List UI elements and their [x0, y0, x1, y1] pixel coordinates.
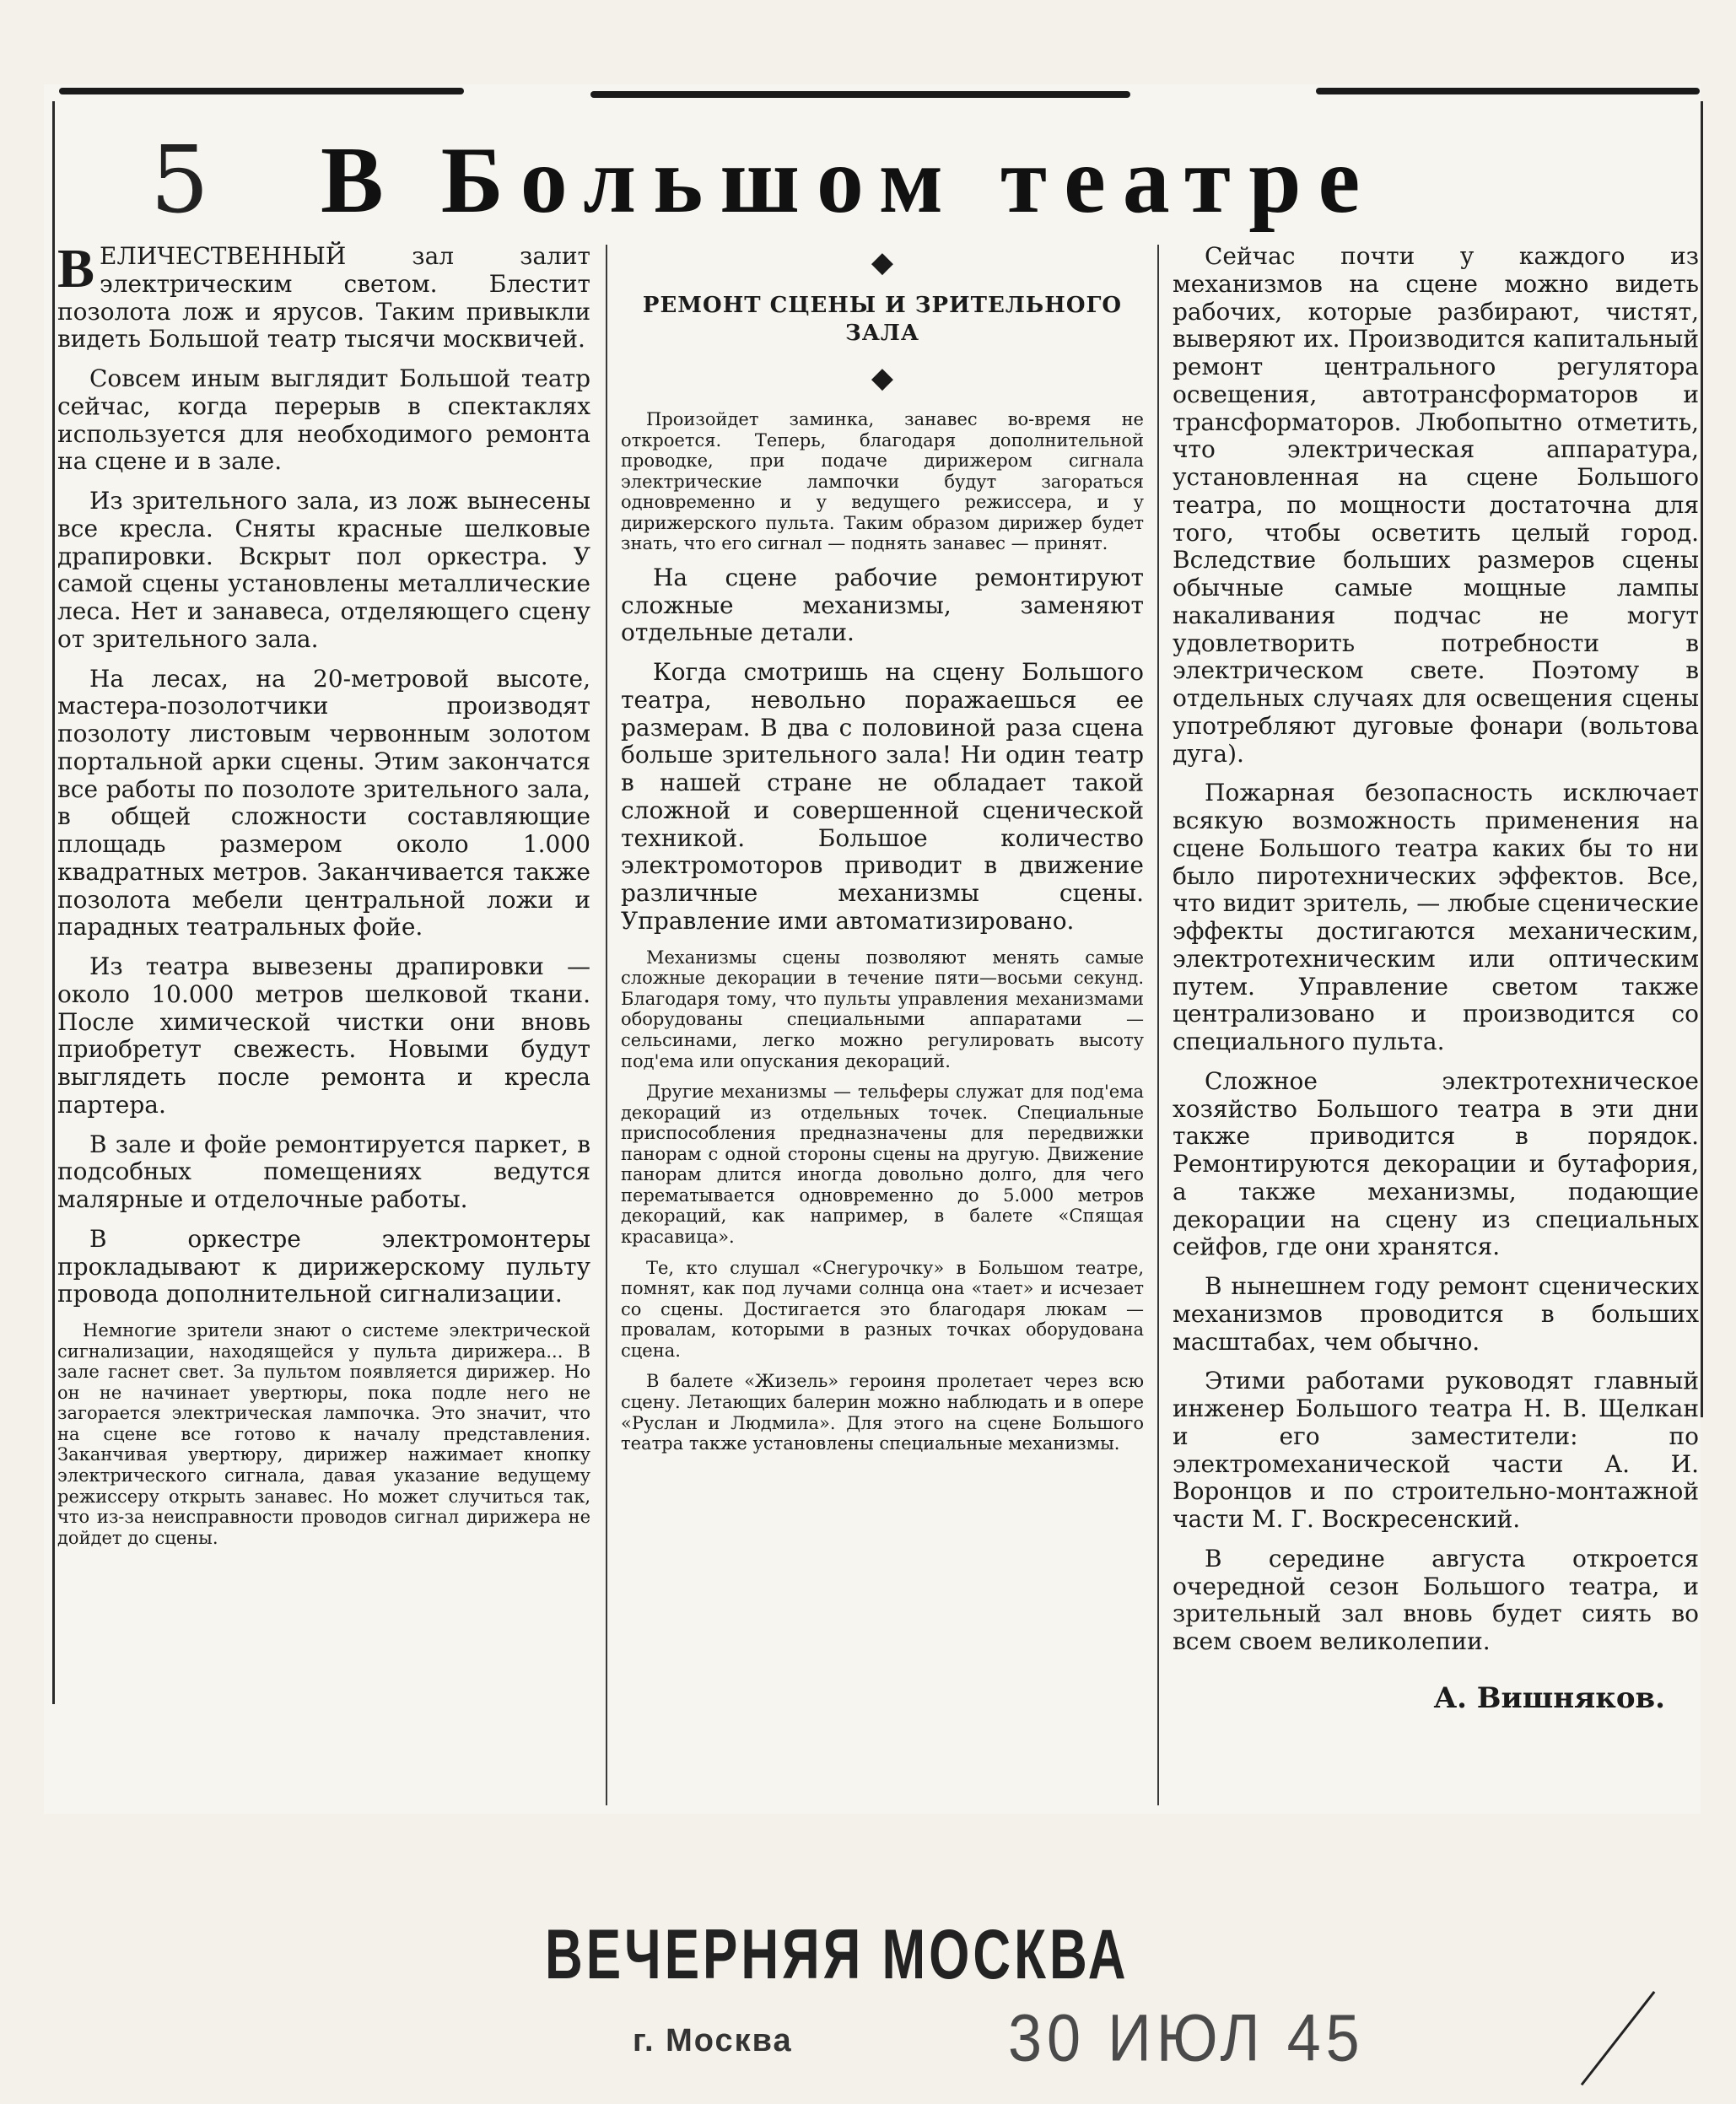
paragraph: Когда смотришь на сцену Большого театра, невольно поражаешься ее размерам. В два с половиной раза сцена больше зрительного зала! Ни один театр в нашей стране не обладает такой сложной и совершенной сценической техникой. Большое количество электромоторов приводит в движение различные механизмы сцены. Управление ими автоматизировано.	[621, 658, 1144, 935]
ornament-diamond: ◆	[871, 361, 894, 395]
paragraph: ВЕЛИЧЕСТВЕННЫЙ зал залит электрическим светом. Блестит позолота лож и ярусов. Таким привыкли видеть Большой театр тысячи москвичей.	[57, 238, 590, 353]
left-border	[52, 101, 55, 1704]
paragraph-small: Другие механизмы — тельферы служат для под'ема декораций из отдельных точек. Специальные приспособления предназначены для передвижки панорам с одной стороны сцены на другую. Движение панорам длится иногда довольно долго, для чего перематывается одновременно до 5.000 метров декораций, как например, в балете «Спящая красавица».	[621, 1082, 1144, 1247]
top-rule	[1316, 88, 1700, 94]
paragraph: Из зрительного зала, из лож вынесены все кресла. Сняты красные шелковые драпировки. Вскрыт пол оркестра. У самой сцены установлены металлические леса. Нет и занавеса, отделяющего сцену от зрительного зала.	[57, 487, 590, 653]
paragraph-small: В балете «Жизель» героиня пролетает через всю сцену. Летающих балерин можно наблюдать и в опере «Руслан и Людмила». Для этого на сцене Большого театра также установлены специальные механизмы.	[621, 1371, 1144, 1454]
column-3	[1173, 243, 1699, 1715]
date-stamp: 30 ИЮЛ 45	[1008, 2001, 1365, 2075]
paragraph: В зале и фойе ремонтируется паркет, в подсобных помещениях ведутся малярные и отделочные работы.	[57, 1130, 590, 1213]
paragraph-small: Немногие зрители знают о системе электрической сигнализации, находящейся у пульта дирижера... В зале гаснет свет. За пультом появляется дирижер. Но он не начинает увертюры, пока подле него не загорается электрическая лампочка. Это значит, что на сцене все готово к началу представления. Заканчивая увертюру, дирижер нажимает кнопку электрического сигнала, давая указание ведущему режиссеру открыть занавес. Но может случиться так, что из-за неисправности проводов сигнал дирижера не дойдет до сцены.	[57, 1320, 590, 1548]
paragraph: Пожарная безопасность исключает всякую возможность применения на сцене Большого театра каких бы то ни было пиротехнических эффектов. Все, что видит зритель, — любые сценические эффекты достигаются механическим, электротехническим или оптическим путем. Управление светом также централизовано и производится со специального пульта.	[1173, 779, 1699, 1055]
city-stamp: г. Москва	[633, 2023, 793, 2058]
author-signature: А. Вишняков.	[1433, 1681, 1665, 1715]
newspaper-stamp: ВЕЧЕРНЯЯ МОСКВА	[545, 1915, 1129, 1995]
drop-cap: В	[57, 238, 95, 299]
paragraph-small: Механизмы сцены позволяют менять самые сложные декорации в течение пяти—восьми секунд. Благодаря тому, что пульты управления механизмами оборудованы специальными аппаратами — сельсинами, легко можно регулировать высоту под'ема или опускания декораций.	[621, 947, 1144, 1071]
handwritten-number: 5	[150, 126, 209, 234]
top-rule	[590, 91, 1130, 98]
paragraph-small: Те, кто слушал «Снегурочку» в Большом театре, помнят, как под лучами солнца она «тает» и исчезает со сцены. Достигается это благодаря люкам — провалам, которыми в разных точках оборудована сцена.	[621, 1257, 1144, 1361]
column-divider	[606, 245, 607, 1805]
paragraph-small: Произойдет заминка, занавес во-время не откроется. Теперь, благодаря дополнительной проводке, при подаче дирижером сигнала электрические лампочки будут загораться одновременно и у ведущего режиссера, и у дирижерского пульта. Таким образом дирижер будет знать, что его сигнал — поднять занавес — принят.	[621, 409, 1144, 554]
paragraph: Сейчас почти у каждого из механизмов на сцене можно видеть рабочих, которые разбирают, чистят, выверяют их. Производится капитальный ремонт центрального регулятора освещения, автотрансформаторов и трансформаторов. Любопытно отметить, что электрическая аппаратура, установленная на сцене Большого театра, по мощности достаточна для того, чтобы осветить целый город. Вследствие больших размеров сцены обычные самые мощные лампы накаливания подчас не могут удовлетворить потребности в электрическом свете. Поэтому в отдельных случаях для освещения сцены употребляют дуговые фонари (вольтова дуга).	[1173, 242, 1699, 768]
paragraph: В нынешнем году ремонт сценических механизмов проводится в больших масштабах, чем обычно.	[1173, 1272, 1699, 1356]
right-border	[1701, 101, 1703, 1417]
column-2	[621, 243, 1144, 1465]
paragraph: На сцене рабочие ремонтируют сложные механизмы, заменяют отдельные детали.	[621, 563, 1144, 647]
section-subhead: РЕМОНТ СЦЕНЫ И ЗРИТЕЛЬНОГО ЗАЛА	[642, 293, 1123, 346]
column-divider	[1157, 245, 1159, 1805]
column-1	[57, 238, 590, 1558]
paragraph: Из театра вывезены драпировки — около 10.000 метров шелковой ткани. После химической чистки они вновь приобретут свежесть. Новыми будут выглядеть после ремонта и кресла партера.	[57, 952, 590, 1119]
paragraph: Этими работами руководят главный инженер Большого театра Н. В. Щелкан и его заместители: по электромеханической части А. И. Воронцов и по строительно-монтажной части М. Г. Воскресенский.	[1173, 1367, 1699, 1533]
ornament-diamond: ◆	[871, 245, 894, 279]
top-rule	[59, 88, 464, 94]
torn-corner	[1581, 1991, 1656, 2085]
paragraph: В оркестре электромонтеры прокладывают к дирижерскому пульту провода дополнительной сигнализации.	[57, 1224, 590, 1308]
article-title: В Большом театре	[321, 128, 1377, 233]
paragraph: На лесах, на 20-метровой высоте, мастера-позолотчики производят позолоту листовым червонным золотом портальной арки сцены. Этим закончатся все работы по позолоте зрительного зала, в общей сложности составляющие площадь размером около 1.000 квадратных метров. Заканчивается также позолота мебели центральной ложи и парадных театральных фойе.	[57, 664, 590, 941]
paragraph: Сложное электротехническое хозяйство Большого театра в эти дни также приводится в порядок. Ремонтируются декорации и бутафория, а также механизмы, подающие декорации на сцену из специальных сейфов, где они хранятся.	[1173, 1066, 1699, 1261]
paragraph: Совсем иным выглядит Большой театр сейчас, когда перерыв в спектаклях используется для необходимого ремонта на сцене и в зале.	[57, 364, 590, 476]
paragraph: В середине августа откроется очередной сезон Большого театра, и зрительный зал вновь будет сиять во всем своем великолепии.	[1173, 1544, 1699, 1655]
